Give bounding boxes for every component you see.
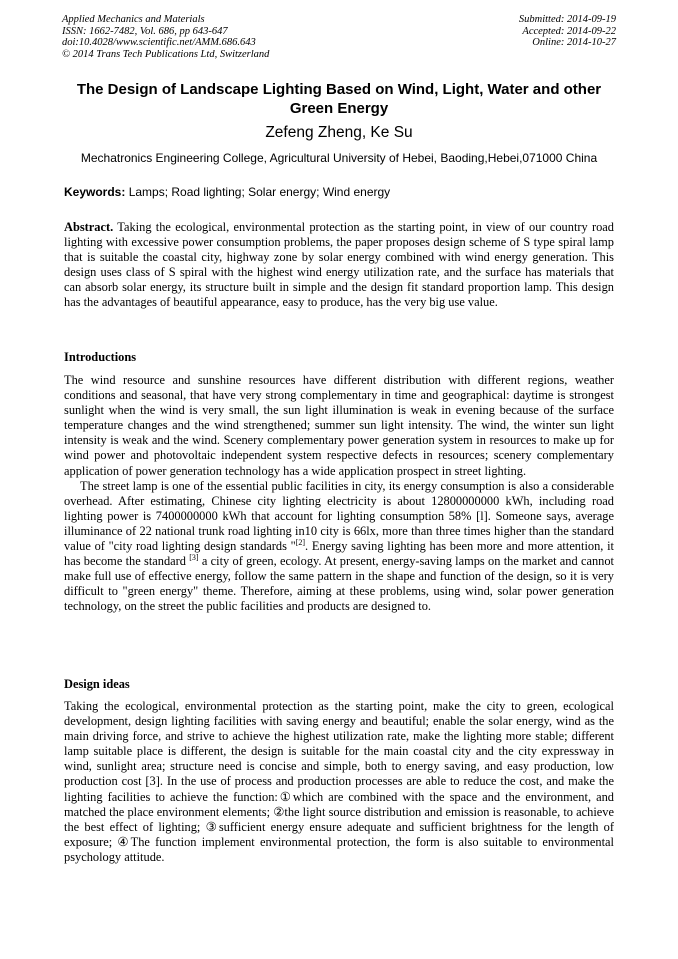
submitted-date: Submitted: 2014-09-19 (518, 14, 616, 25)
citation-3: [3] (189, 553, 199, 563)
intro-paragraph-2 (64, 479, 614, 615)
abstract-label: Abstract. (64, 220, 114, 234)
introductions-body (64, 373, 614, 615)
accepted-date: Accepted: 2014-09-22 (522, 25, 616, 37)
doi: doi:10.4028/www.scientific.net/AMM.686.643 (62, 37, 256, 48)
section-heading-design-ideas: Design ideas (64, 677, 130, 691)
design-ideas-paragraph: Taking the ecological, environmental protection as the starting point, make the city to green, ecological development, design lighting facilities with saving energy and beautiful; enable the solar energy, wind as the main driving force, and strive to achieve the highest utilization rate, make the lighting more stable; different lamp suitable place is different, the design is suitable for the main coastal city and the city expressway in wind, sunlight area; structure need is concise and simple, both to energy saving, and easy production, low production cost [3]. In the use of process and production processes are able to reduce the cost, and make the lighting facilities to achieve the function:①which are combined with the space and the environment, and matched the place environment elements; ②the light source distribution and emission is reasonable, to achieve the best effect of lighting; ③sufficient energy ensure adequate and sufficient brightness for the length of exposure; ④The function implement environmental protection, the form is also suitable to environmental psychology attitude. (64, 699, 614, 864)
authors: Zefeng Zheng, Ke Su (265, 124, 413, 141)
publication-dates (519, 14, 616, 49)
abstract (64, 220, 614, 311)
section-heading-introductions: Introductions (64, 350, 137, 364)
keywords (64, 185, 618, 199)
paper-title: The Design of Landscape Lighting Based on Wind, Light, Water and other Green Energy (76, 81, 602, 117)
affiliation: Mechatronics Engineering College, Agricultural University of Hebei, Baoding,Hebei,071000 China (80, 151, 598, 165)
online-date: Online: 2014-10-27 (532, 37, 616, 48)
abstract-text: Taking the ecological, environmental protection as the starting point, in view of our country road lighting with excessive power consumption problems, the paper proposes design scheme of S type spiral lamp that is suitable the coastal city, highway zone by solar energy combined with wind energy generation. This design uses class of S spiral with the highest wind energy utilization rate, and the surface has materials that can absorb solar energy, its structure built in simple and the design fit standard proportion lamp. This design has the advantages of beautiful appearance, easy to produce, has the very big use value. (64, 220, 614, 310)
intro-paragraph-1: The wind resource and sunshine resources have different distribution with different regions, weather conditions and seasonal, that have very strong complementary in time and geographical: daytime is strongest sunlight when the wind is very small, the sun light illumination is weak in evening because of the surface temperature changes and the wind strengthened; summer sun light intensity. The wind, the winter sun light intensity is weak and the wind. Scenery complementary power generation system in resources to make up for wind power and photovoltaic independent system respective defects in resources; scenery complementary application of power generation technology has a wide application prospect in street lighting. (64, 373, 614, 478)
design-ideas-body (64, 699, 614, 865)
intro-p2-part-c: a city of green, ecology. At present, energy-saving lamps on the market and cannot make full use of effective energy, follow the same pattern in the shape and function of the design, so it is very difficult to "green energy" theme. Therefore, aiming at these problems, using wind, solar power generation technology, on the street the public facilities and products are designed to. (64, 554, 614, 614)
issn-volume: ISSN: 1662-7482, Vol. 686, pp 643-647 (62, 25, 228, 37)
intro-p2-part-a: The street lamp is one of the essential public facilities in city, its energy consumption is also a considerable overhead. After estimating, Chinese city lighting electricity is about 12800000000 kWh, including road lighting power is 7400000000 kWh that account for lighting consumption 58% [l]. Someone says, average illuminance of 22 national trunk road lighting in10 city is 66lx, more than three times higher than the standard value of "city road lighting design standards " (64, 478, 614, 554)
intro-p2-part-b: . Energy saving lighting has been more and more attention, it has become the standard (64, 539, 615, 569)
keywords-text: Lamps; Road lighting; Solar energy; Wind energy (128, 185, 391, 199)
keywords-label: Keywords: (64, 185, 126, 199)
journal-info (62, 14, 269, 60)
journal-name: Applied Mechanics and Materials (62, 14, 205, 25)
copyright: © 2014 Trans Tech Publications Ltd, Switzerland (62, 48, 270, 60)
citation-2: [2] (295, 538, 306, 548)
